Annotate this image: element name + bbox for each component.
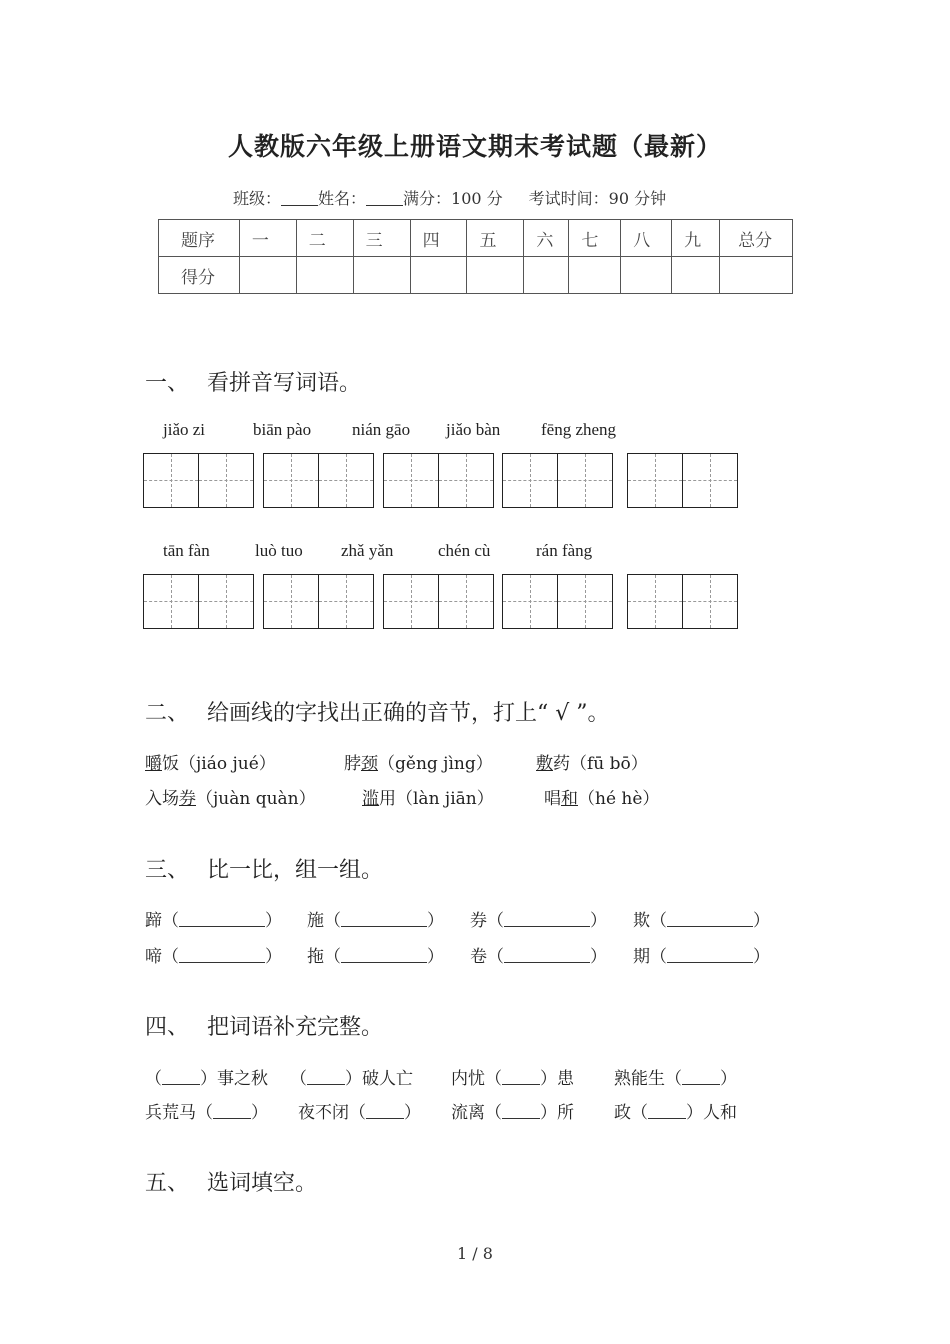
- pronunciation-item[interactable]: [145, 784, 316, 809]
- section-number: 五、: [145, 1171, 190, 1196]
- section-number: 四、: [145, 1015, 190, 1040]
- section-4-heading: [145, 1010, 383, 1041]
- item-text: 熟能生（: [614, 1069, 682, 1089]
- idiom-item[interactable]: [614, 1098, 737, 1123]
- answer-blank[interactable]: [213, 1104, 251, 1119]
- item-text: （gěng jìng）: [378, 754, 493, 774]
- table-header-cell: 九: [672, 220, 720, 257]
- char: 券: [470, 911, 487, 931]
- paren: （: [162, 947, 179, 967]
- underlined-char: 券: [179, 789, 196, 809]
- item-text: ）人和: [686, 1103, 737, 1123]
- pinyin-label: jiǎo zi: [163, 420, 206, 439]
- pinyin-label: zhǎ yǎn: [341, 541, 394, 560]
- paren: （: [487, 947, 504, 967]
- paren: （: [290, 1069, 307, 1089]
- idiom-item[interactable]: [145, 1064, 268, 1089]
- char: 啼: [145, 947, 162, 967]
- section-1-heading: [145, 366, 361, 397]
- char: 期: [633, 947, 650, 967]
- writing-box[interactable]: [263, 574, 374, 629]
- underlined-char: 敷: [536, 754, 553, 774]
- answer-blank[interactable]: [341, 948, 427, 963]
- word-group-item[interactable]: [633, 942, 770, 967]
- item-text: 入场: [145, 789, 179, 809]
- answer-blank[interactable]: [504, 912, 590, 927]
- section-number: 一、: [145, 371, 190, 396]
- paren: ）: [753, 911, 770, 931]
- pinyin-label: jiǎo bàn: [446, 420, 501, 439]
- paren: ）: [265, 947, 282, 967]
- word-group-item[interactable]: [633, 906, 770, 931]
- pinyin-label: nián gāo: [352, 420, 411, 439]
- word-group-item[interactable]: [307, 906, 444, 931]
- writing-box[interactable]: [143, 453, 254, 508]
- table-header-cell: 五: [467, 220, 524, 257]
- score-cell[interactable]: [467, 257, 524, 294]
- writing-box[interactable]: [383, 574, 494, 629]
- writing-box[interactable]: [263, 453, 374, 508]
- underlined-char: 和: [561, 789, 578, 809]
- score-cell[interactable]: [524, 257, 569, 294]
- paren: （: [324, 947, 341, 967]
- section-number: 二、: [145, 701, 190, 726]
- page-title: 人教版六年级上册语文期末考试题（最新）: [227, 132, 722, 161]
- item-text: 脖: [344, 754, 361, 774]
- underlined-char: 滥: [362, 789, 379, 809]
- section-title: 选词填空。: [207, 1171, 318, 1196]
- paren: ）: [265, 911, 282, 931]
- section-title: 比一比，组一组。: [207, 858, 384, 883]
- table-header-cell: 二: [296, 220, 353, 257]
- item-text: ）: [251, 1103, 268, 1123]
- table-header-cell: 四: [410, 220, 467, 257]
- section-number: 三、: [145, 858, 190, 883]
- class-blank[interactable]: [281, 191, 318, 206]
- item-text: 夜不闭（: [298, 1103, 366, 1123]
- item-text: 饭（jiáo jué）: [162, 754, 276, 774]
- pronunciation-item[interactable]: [145, 749, 276, 774]
- char: 卷: [470, 947, 487, 967]
- score-table-header-row: [159, 220, 793, 257]
- paren: （: [145, 1069, 162, 1089]
- answer-blank[interactable]: [162, 1070, 200, 1085]
- full-score: 满分：100 分: [403, 189, 503, 208]
- score-cell[interactable]: [621, 257, 672, 294]
- section-title: 把词语补充完整。: [207, 1015, 384, 1040]
- score-cell[interactable]: [569, 257, 621, 294]
- section-5-heading: [145, 1166, 317, 1197]
- score-cell[interactable]: [353, 257, 410, 294]
- class-label: 班级：: [233, 189, 282, 208]
- item-text: ）: [720, 1069, 737, 1089]
- item-text: ）所: [540, 1103, 574, 1123]
- idiom-item[interactable]: [298, 1098, 421, 1123]
- item-text: 兵荒马（: [145, 1103, 213, 1123]
- score-cell[interactable]: [296, 257, 353, 294]
- char: 蹄: [145, 911, 162, 931]
- score-cell[interactable]: [720, 257, 793, 294]
- pinyin-label: biān pào: [253, 420, 312, 439]
- item-text: ）: [404, 1103, 421, 1123]
- word-group-item[interactable]: [307, 942, 444, 967]
- idiom-item[interactable]: [451, 1098, 574, 1123]
- paren: ）: [753, 947, 770, 967]
- score-cell[interactable]: [672, 257, 720, 294]
- table-header-cell: 一: [239, 220, 296, 257]
- word-group-item[interactable]: [470, 942, 607, 967]
- answer-blank[interactable]: [366, 1104, 404, 1119]
- writing-box[interactable]: [383, 453, 494, 508]
- answer-blank[interactable]: [502, 1070, 540, 1085]
- exam-time: 考试时间：90 分钟: [528, 189, 667, 208]
- writing-box[interactable]: [627, 453, 738, 508]
- idiom-item[interactable]: [451, 1064, 574, 1089]
- item-text: （hé hè）: [578, 789, 660, 809]
- paren: ）: [590, 947, 607, 967]
- pinyin-label: rán fàng: [536, 541, 593, 560]
- answer-blank[interactable]: [667, 912, 753, 927]
- writing-box[interactable]: [502, 453, 613, 508]
- page-number: 1 / 8: [457, 1244, 493, 1263]
- table-header-cell: 总分: [720, 220, 793, 257]
- pinyin-label: luò tuo: [255, 541, 303, 560]
- section-title: 看拼音写词语。: [207, 371, 362, 396]
- paren: （: [162, 911, 179, 931]
- item-text: （juàn quàn）: [196, 789, 316, 809]
- pronunciation-item[interactable]: [362, 784, 494, 809]
- answer-blank[interactable]: [341, 912, 427, 927]
- answer-blank[interactable]: [682, 1070, 720, 1085]
- pronunciation-item[interactable]: [544, 784, 659, 809]
- word-group-item[interactable]: [145, 906, 282, 931]
- table-header-cell: 六: [524, 220, 569, 257]
- answer-blank[interactable]: [502, 1104, 540, 1119]
- paren: （: [324, 911, 341, 931]
- table-header-cell: 题序: [159, 220, 240, 257]
- exam-info: [233, 186, 666, 209]
- table-header-cell: 八: [621, 220, 672, 257]
- writing-box[interactable]: [627, 574, 738, 629]
- table-header-cell: 七: [569, 220, 621, 257]
- char: 欺: [633, 911, 650, 931]
- pronunciation-item[interactable]: [344, 749, 493, 774]
- paren: （: [487, 911, 504, 931]
- pinyin-label: tān fàn: [163, 541, 210, 560]
- answer-blank[interactable]: [179, 948, 265, 963]
- score-table-row: [159, 257, 793, 294]
- item-text: ）破人亡: [345, 1069, 413, 1089]
- paren: ）: [427, 947, 444, 967]
- score-cell[interactable]: [410, 257, 467, 294]
- idiom-item[interactable]: [290, 1064, 413, 1089]
- word-group-item[interactable]: [145, 942, 282, 967]
- answer-blank[interactable]: [179, 912, 265, 927]
- item-text: 用（làn jiān）: [379, 789, 494, 809]
- item-text: 流离（: [451, 1103, 502, 1123]
- answer-blank[interactable]: [667, 948, 753, 963]
- underlined-char: 嚼: [145, 754, 162, 774]
- item-text: ）患: [540, 1069, 574, 1089]
- word-group-item[interactable]: [470, 906, 607, 931]
- pinyin-label: chén cù: [438, 541, 491, 560]
- section-2-heading: [145, 696, 610, 727]
- pinyin-label: fēng zheng: [541, 420, 617, 439]
- answer-blank[interactable]: [307, 1070, 345, 1085]
- idiom-item[interactable]: [614, 1064, 737, 1089]
- item-text: 内忧（: [451, 1069, 502, 1089]
- char: 施: [307, 911, 324, 931]
- paren: （: [650, 911, 667, 931]
- item-text: 政（: [614, 1103, 648, 1123]
- section-3-heading: [145, 853, 383, 884]
- underlined-char: 颈: [361, 754, 378, 774]
- name-blank[interactable]: [366, 191, 403, 206]
- item-text: ）事之秋: [200, 1069, 268, 1089]
- item-text: 唱: [544, 789, 561, 809]
- paren: ）: [427, 911, 444, 931]
- idiom-item[interactable]: [145, 1098, 268, 1123]
- name-label: 姓名：: [318, 189, 367, 208]
- writing-box[interactable]: [502, 574, 613, 629]
- section-title: 给画线的字找出正确的音节，打上“ √ ”。: [207, 701, 610, 726]
- char: 拖: [307, 947, 324, 967]
- paren: ）: [590, 911, 607, 931]
- paren: （: [650, 947, 667, 967]
- answer-blank[interactable]: [504, 948, 590, 963]
- writing-box[interactable]: [143, 574, 254, 629]
- score-cell[interactable]: [239, 257, 296, 294]
- answer-blank[interactable]: [648, 1104, 686, 1119]
- score-table: [158, 219, 793, 294]
- score-row-label: 得分: [159, 257, 240, 294]
- table-header-cell: 三: [353, 220, 410, 257]
- pronunciation-item[interactable]: [536, 749, 648, 774]
- item-text: 药（fū bō）: [553, 754, 648, 774]
